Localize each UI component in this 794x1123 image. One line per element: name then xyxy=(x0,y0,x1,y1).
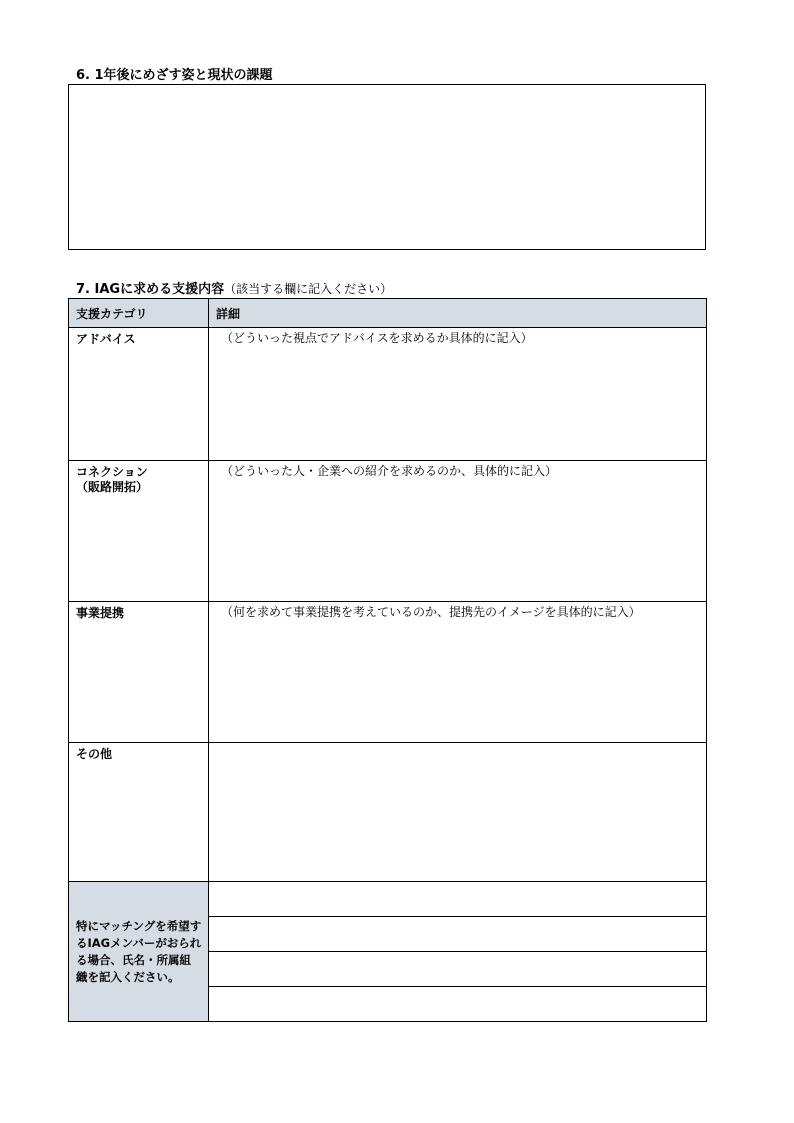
table-row-connection xyxy=(69,461,707,602)
category-label-business-alliance xyxy=(69,602,208,621)
table-row-advice xyxy=(69,328,707,461)
category-cell-other xyxy=(69,743,209,882)
header-detail xyxy=(209,299,707,328)
member-request-row xyxy=(69,882,707,917)
vision-and-issues-input-box[interactable] xyxy=(68,84,706,250)
section-6-heading: 6. 1年後にめざす姿と現状の課題 xyxy=(76,68,273,83)
category-label-line: （販路開拓） xyxy=(76,480,149,494)
table-header-row xyxy=(69,299,707,328)
detail-cell-other[interactable] xyxy=(209,743,707,882)
detail-hint-business-alliance: （何を求めて事業提携を考えているのか、提携先のイメージを具体的に記入） xyxy=(221,605,641,619)
detail-hint-connection: （どういった人・企業への紹介を求めるのか、具体的に記入） xyxy=(221,464,558,478)
category-cell-connection xyxy=(69,461,209,602)
category-label-other xyxy=(69,743,208,762)
header-detail-label: 詳細 xyxy=(216,307,241,321)
category-label-line: アドバイス xyxy=(76,332,136,346)
member-entry-field[interactable] xyxy=(209,952,707,987)
member-entry-field[interactable] xyxy=(209,987,707,1022)
detail-hint-advice: （どういった視点でアドバイスを求めるか具体的に記入） xyxy=(221,331,533,345)
category-label-line: コネクション xyxy=(76,465,148,479)
member-entry-field[interactable] xyxy=(209,917,707,952)
support-request-table xyxy=(68,298,707,1022)
detail-hint-other xyxy=(209,743,706,746)
category-label-line: その他 xyxy=(76,747,113,761)
table-row-other xyxy=(69,743,707,882)
category-label-advice xyxy=(69,328,208,347)
category-label-line: 事業提携 xyxy=(76,606,125,620)
section-7-heading xyxy=(76,278,392,297)
member-entry-field[interactable] xyxy=(209,882,707,917)
table-row-business-alliance xyxy=(69,602,707,743)
category-cell-business-alliance xyxy=(69,602,209,743)
member-request-label: 特にマッチングを希望するIAGメンバーがおられる場合、氏名・所属組織を記入ください。 xyxy=(76,918,202,984)
detail-cell-connection[interactable] xyxy=(209,461,707,602)
category-label-connection xyxy=(69,461,208,495)
member-request-label-cell xyxy=(69,882,209,1022)
detail-cell-advice[interactable] xyxy=(209,328,707,461)
header-category-label: 支援カテゴリ xyxy=(76,307,148,321)
category-cell-advice xyxy=(69,328,209,461)
section-7-note: （該当する欄に記入ください） xyxy=(224,282,393,296)
detail-cell-business-alliance[interactable] xyxy=(209,602,707,743)
header-category xyxy=(69,299,209,328)
section-7-title: 7. IAGに求める支援内容 xyxy=(76,282,225,297)
